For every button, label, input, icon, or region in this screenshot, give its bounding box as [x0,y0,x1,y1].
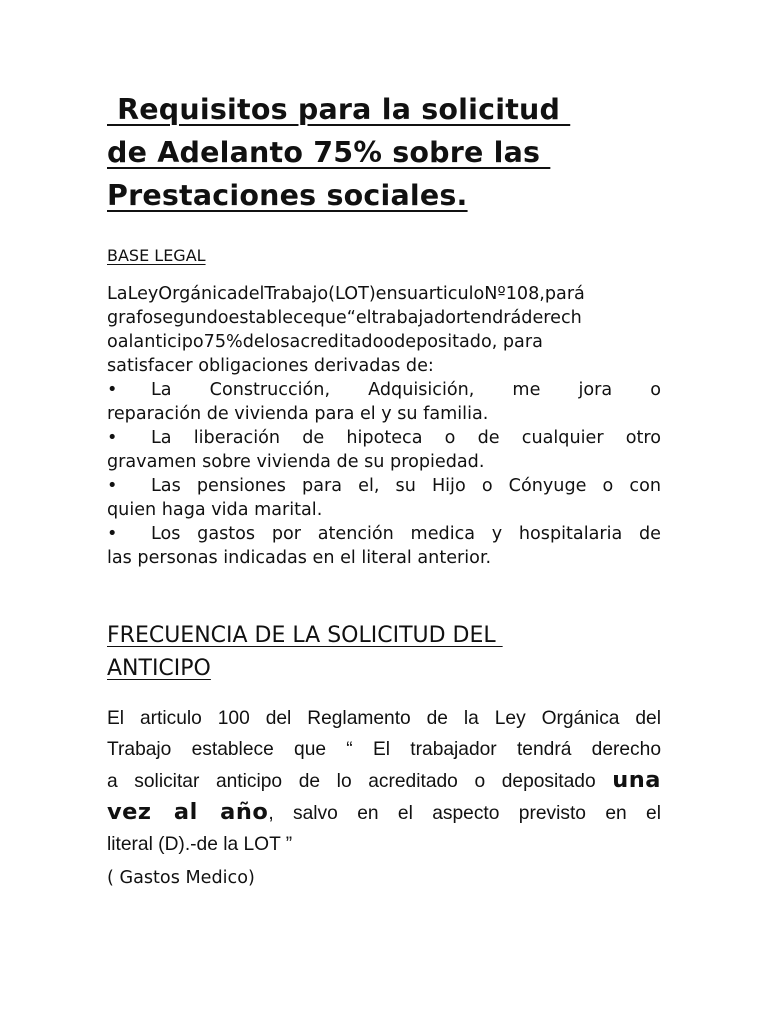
bullet-text: reparación de vivienda para el y su familia. [107,404,489,424]
emphasis-text: vez al año [107,799,269,826]
paragraph-line: Trabajo establece que “ El trabajador tendrá derecho [107,739,661,761]
intro-paragraph [107,282,661,378]
heading-line: FRECUENCIA DE LA SOLICITUD DEL [107,623,503,648]
bullet-icon: • [107,524,118,544]
note-text: ( Gastos Medico) [107,868,255,889]
document-page [107,88,661,890]
paragraph-line: El articulo 100 del Reglamento de la Ley Orgánica del [107,708,661,730]
intro-line: LaLeyOrgánicadelTrabajo(LOT)ensuarticuloNº108,pará [107,284,585,304]
bullet-item [107,522,661,570]
title-line: Prestaciones sociales. [107,179,468,212]
legal-basis-section [107,282,661,570]
emphasis-text: una [612,767,661,794]
title-line: de Adelanto 75% sobre las [107,136,551,169]
bullet-text: Los gastos por atención medica y hospitalaria de [151,524,661,544]
heading-line: ANTICIPO [107,656,211,681]
intro-line: oalanticipo75%delosacreditadoodepositado, para [107,332,543,352]
base-legal-heading: BASE LEGAL [107,246,206,265]
paragraph-line: literal (D).-de la LOT ” [107,834,293,856]
paragraph-text: , salvo en el aspecto previsto en el [268,803,661,825]
bullet-icon: • [107,476,118,496]
bullet-item [107,474,661,522]
intro-line: satisfacer obligaciones derivadas de: [107,356,434,376]
bullet-icon: • [107,380,118,400]
paragraph-line [107,765,661,797]
bullet-text: Las pensiones para el, su Hijo o Cónyuge o con [151,476,661,496]
frequency-heading [107,619,661,685]
bullet-item [107,426,661,474]
bullet-text: las personas indicadas en el literal anterior. [107,548,492,568]
bullet-text: La Construcción, Adquisición, me jora o [151,380,661,400]
paragraph-line [107,797,661,829]
title-line: Requisitos para la solicitud [107,93,571,126]
bullet-icon: • [107,428,118,448]
paragraph-text: a solicitar anticipo de lo acreditado o depositado [107,771,613,793]
bullet-text: gravamen sobre vivienda de su propiedad. [107,452,485,472]
intro-line: grafosegundoestableceque“eltrabajadortendráderech [107,308,582,328]
bullet-text: La liberación de hipoteca o de cualquier otro [151,428,661,448]
document-title [107,88,661,217]
bullet-item [107,378,661,426]
bullet-text: quien haga vida marital. [107,500,323,520]
frequency-paragraph [107,703,661,860]
